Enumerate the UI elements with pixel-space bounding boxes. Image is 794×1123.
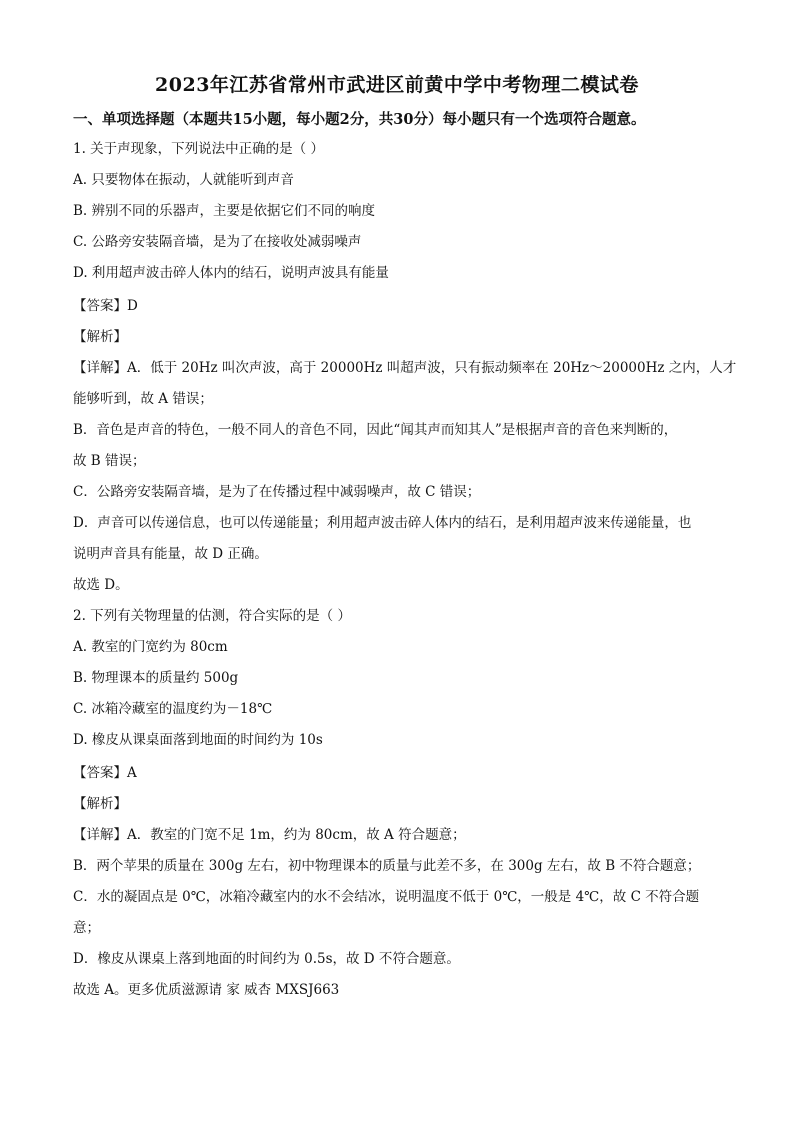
question-1-analysis-line: B．音色是声音的特色，一般不同人的音色不同，因此“闻其声而知其人”是根据声音的音色来判断的， xyxy=(73,422,678,438)
question-1-analysis-line: 故 B 错误； xyxy=(73,453,146,469)
question-1-option-a: A. 只要物体在振动，人就能听到声音 xyxy=(73,172,294,188)
question-2-answer: 【答案】A xyxy=(73,765,137,781)
question-1-option-b: B. 辨别不同的乐器声，主要是依据它们不同的响度 xyxy=(73,203,376,219)
question-1-analysis-label: 【解析】 xyxy=(73,329,127,345)
document-title: 2023年江苏省常州市武进区前黄中学中考物理二模试卷 xyxy=(155,74,639,96)
question-1-analysis-line: C．公路旁安装隔音墙，是为了在传播过程中减弱噪声，故 C 错误； xyxy=(73,484,481,500)
question-1-answer: 【答案】D xyxy=(73,298,138,314)
question-2-option-a: A. 教室的门宽约为 80cm xyxy=(73,639,228,655)
question-1-analysis-line: 说明声音具有能量，故 D 正确。 xyxy=(73,546,268,562)
question-2-stem: 2. 下列有关物理量的估测，符合实际的是（ ） xyxy=(73,608,351,624)
question-2-analysis-line: 【详解】A．教室的门宽不足 1m，约为 80cm，故 A 符合题意； xyxy=(73,827,466,843)
question-2-conclusion: 故选 A。更多优质滋源请 家 威杏 MXSJ663 xyxy=(73,982,340,998)
question-2-analysis-label: 【解析】 xyxy=(73,796,127,812)
question-1-analysis-line: 【详解】A．低于 20Hz 叫次声波，高于 20000Hz 叫超声波，只有振动频率在 20Hz～20000Hz 之内，人才 xyxy=(73,360,737,376)
question-2-analysis-line: D．橡皮从课桌上落到地面的时间约为 0.5s，故 D 不符合题意。 xyxy=(73,951,460,967)
question-2-analysis-line: 意； xyxy=(73,920,100,936)
question-1-analysis-line: 能够听到，故 A 错误； xyxy=(73,391,213,407)
question-1-option-d: D. 利用超声波击碎人体内的结石，说明声波具有能量 xyxy=(73,265,389,281)
question-2-option-d: D. 橡皮从课桌面落到地面的时间约为 10s xyxy=(73,732,323,748)
question-2-analysis-line: C．水的凝固点是 0℃，冰箱冷藏室内的水不会结冰，说明温度不低于 0℃，一般是 4℃，故 C 不符合题 xyxy=(73,889,700,905)
question-2-analysis-line: B．两个苹果的质量在 300g 左右，初中物理课本的质量与此差不多，在 300g 左右，故 B 不符合题意； xyxy=(73,858,701,874)
question-1-conclusion: 故选 D。 xyxy=(73,577,129,593)
question-1-option-c: C. 公路旁安装隔音墙，是为了在接收处减弱噪声 xyxy=(73,234,362,250)
question-2-option-b: B. 物理课本的质量约 500g xyxy=(73,670,239,686)
question-1-stem: 1. 关于声现象，下列说法中正确的是（ ） xyxy=(73,141,324,157)
question-1-analysis-line: D．声音可以传递信息，也可以传递能量；利用超声波击碎人体内的结石，是利用超声波来传递能量，也 xyxy=(73,515,692,531)
question-2-option-c: C. 冰箱冷藏室的温度约为－18℃ xyxy=(73,701,273,717)
section-heading: 一、单项选择题（本题共15小题，每小题2分，共30分）每小题只有一个选项符合题意。 xyxy=(73,111,646,128)
